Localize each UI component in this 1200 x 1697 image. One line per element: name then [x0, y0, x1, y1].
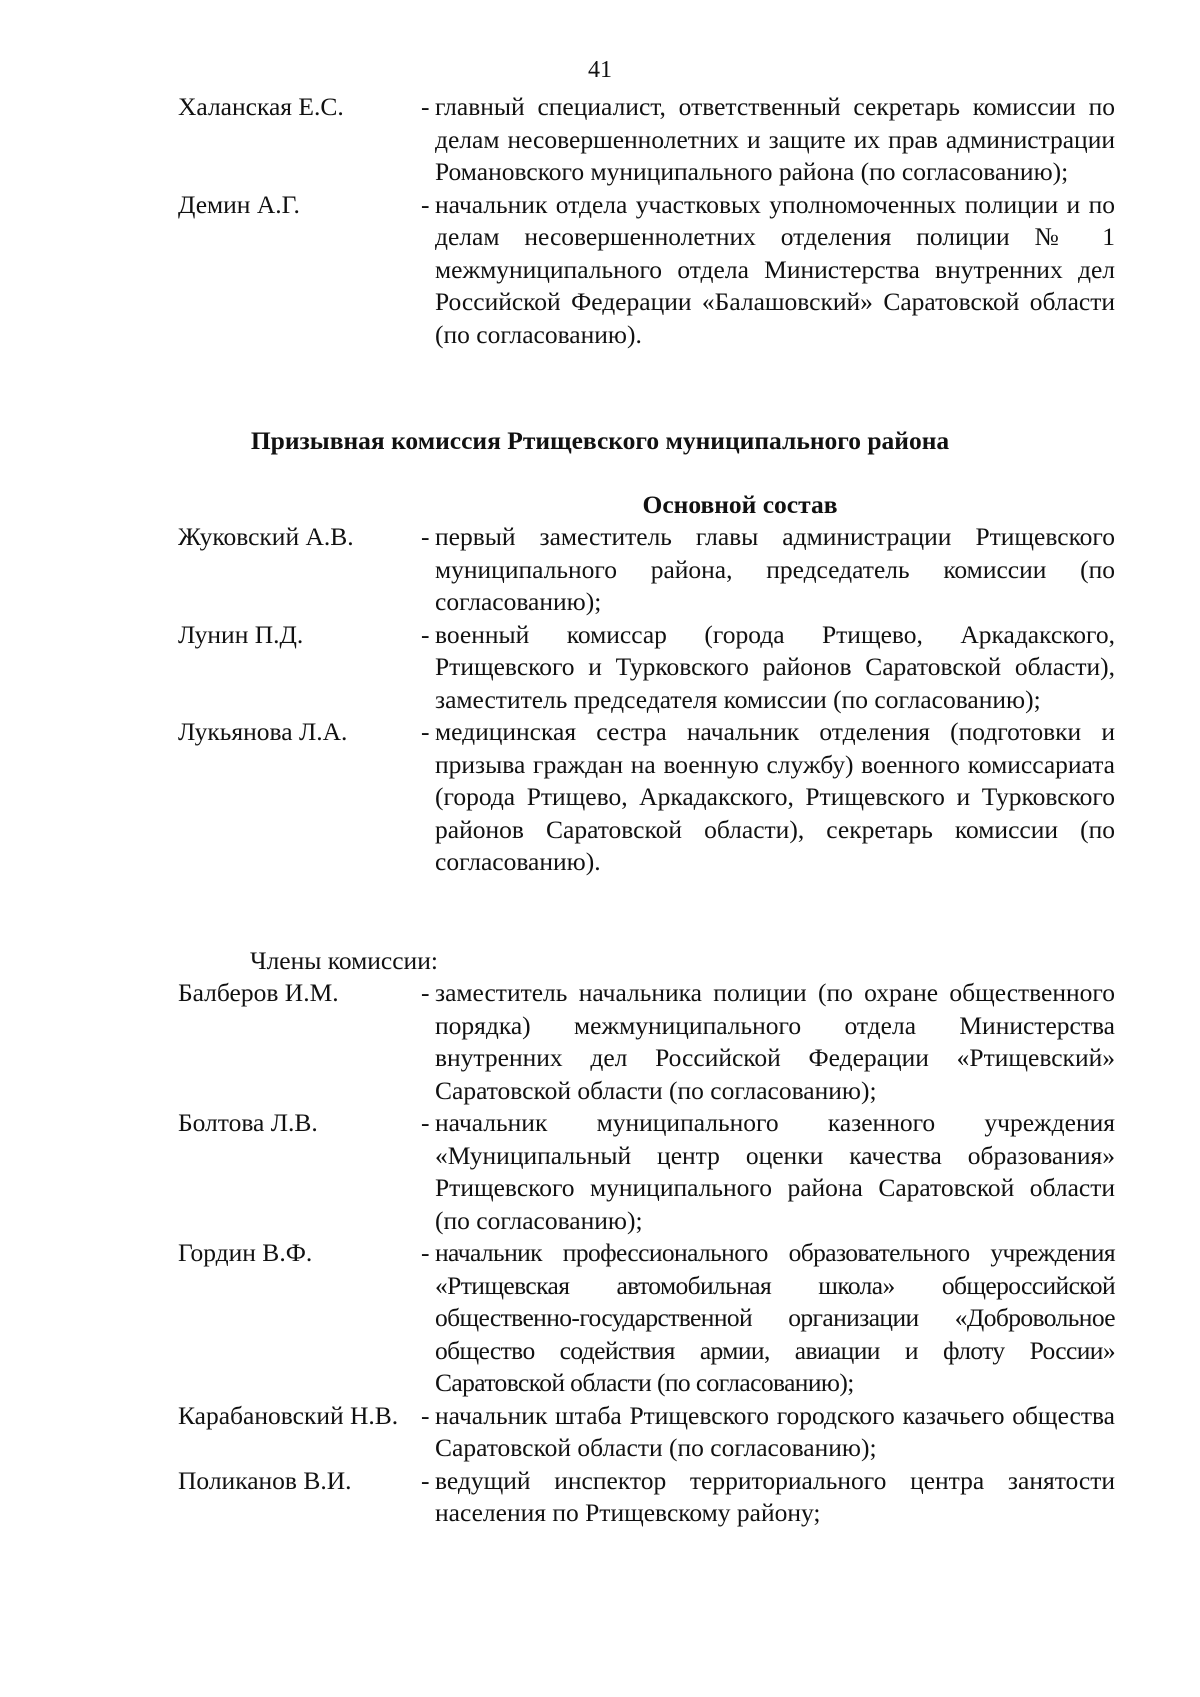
member-entries: [0, 977, 1200, 1530]
member-name: Демин А.Г.: [178, 189, 300, 219]
dash: -: [421, 522, 430, 551]
list-item: [0, 1465, 1200, 1530]
dash: -: [421, 1238, 430, 1267]
member-description: главный специалист, ответственный секретарь комиссии по делам несовершеннолетних и защите их прав администрации Романовского муниципального района (по согласованию);: [435, 92, 1115, 186]
page-number: 41: [588, 57, 612, 83]
dash: -: [421, 1465, 430, 1495]
member-name: Балберов И.М.: [178, 978, 339, 1007]
member-name: Жуковский А.В.: [178, 522, 354, 551]
list-item: [0, 189, 1200, 352]
members-label: Члены комиссии:: [250, 946, 438, 975]
list-item: [0, 91, 1200, 189]
dash: -: [421, 717, 430, 746]
dash: -: [421, 619, 430, 649]
list-item: [0, 1107, 1200, 1237]
dash: -: [421, 978, 430, 1007]
member-description: медицинская сестра начальник отделения (подготовки и призыва граждан на военную службу) военного комиссариата (города Ртищево, Аркадакского, Ртищевского и Турковского районов Саратовской области), секретарь комиссии (по согласованию).: [435, 717, 1115, 876]
list-item: [0, 977, 1200, 1107]
member-description: ведущий инспектор территориального центра занятости населения по Ртищевскому району;: [435, 1465, 1115, 1527]
member-name: Поликанов В.И.: [178, 1465, 352, 1495]
member-name: Карабановский Н.В.: [178, 1400, 399, 1430]
dash: -: [421, 1108, 430, 1137]
commission-title: Призывная комиссия Ртищевского муниципального района: [250, 426, 950, 455]
member-description: начальник муниципального казенного учреждения «Муниципальный центр оценки качества образования» Ртищевского муниципального района Саратовской области (по согласованию);: [435, 1108, 1115, 1235]
dash: -: [421, 1400, 430, 1430]
main-composition-title: Основной состав: [642, 490, 838, 519]
dash: -: [421, 92, 430, 121]
list-item: [0, 716, 1200, 879]
member-name: Гордин В.Ф.: [178, 1238, 313, 1267]
member-name: Лукьянова Л.А.: [178, 717, 348, 746]
member-name: Халанская Е.С.: [178, 92, 344, 121]
member-description: начальник профессионального образовательного учреждения «Ртищевская автомобильная школа» общероссийской общественно-государственной организации «Добровольное общество содействия армии, авиации и флоту России» Саратовской области (по согласованию);: [435, 1238, 1115, 1397]
list-item: [0, 521, 1200, 619]
list-item: [0, 1400, 1200, 1465]
top-entries: [0, 91, 1200, 351]
list-item: [0, 619, 1200, 717]
member-description: первый заместитель главы администрации Ртищевского муниципального района, председатель комиссии (по согласованию);: [435, 522, 1115, 616]
member-name: Болтова Л.В.: [178, 1108, 318, 1137]
member-description: заместитель начальника полиции (по охране общественного порядка) межмуниципального отдела Министерства внутренних дел Российской Федерации «Ртищевский» Саратовской области (по согласованию);: [435, 978, 1115, 1105]
member-description: военный комиссар (города Ртищево, Аркадакского, Ртищевского и Турковского районов Саратовской области), заместитель председателя комиссии (по согласованию);: [435, 619, 1115, 714]
member-name: Лунин П.Д.: [178, 619, 304, 649]
member-description: начальник отдела участковых уполномоченных полиции и по делам несовершеннолетних отделения полиции № 1 межмуниципального отдела Министерства внутренних дел Российской Федерации «Балашовский» Саратовской области (по согласованию).: [435, 189, 1115, 349]
dash: -: [421, 189, 430, 219]
list-item: [0, 1237, 1200, 1400]
main-entries: [0, 521, 1200, 879]
member-description: начальник штаба Ртищевского городского казачьего общества Саратовской области (по согласованию);: [435, 1400, 1115, 1462]
